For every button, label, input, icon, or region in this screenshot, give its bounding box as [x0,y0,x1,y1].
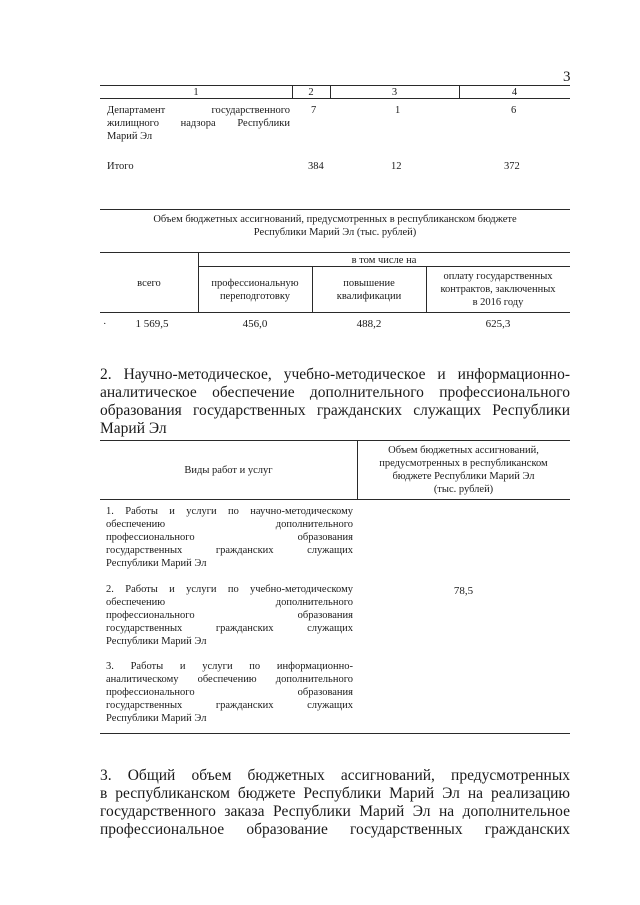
table1-total-value: 372 [504,161,520,172]
table2-value-total: 1 569,5 [135,318,169,330]
table1-row-value: 1 [395,105,401,116]
table2-group-label: в том числе на [351,255,417,266]
table2-value-contracts: 625,3 [485,318,511,330]
table2-row-mark: · [103,319,107,330]
section3-paragraph: 3. Общий объем бюджетных ассигнований, предусмотренных в республиканском бюджете Республики Марий Эл на реализацию государственного заказа Республики Марий Эл на дополнительное профессиональное образование государственных гражданских [100,767,570,838]
table1-total-value: 12 [391,161,402,172]
table3-col-budget: Объем бюджетных ассигнований, предусмотренных в республиканском бюджете Республики Марий Эл (тыс. рублей) [379,445,548,495]
table1-row-name: Департамент государственного жилищного надзора Республики Марий Эл [107,105,290,142]
table2-value-retraining: 456,0 [242,318,268,330]
table1-total-value: 384 [308,161,324,172]
table2-value-qualification: 488,2 [356,318,382,330]
table2-col-retraining: профессиональную переподготовку [211,278,299,302]
section2-heading: 2. Научно-методическое, учебно-методическое и информационно- аналитическое обеспечение дополнительного профессионального образования государственных гражданских служащих Республики Марий Эл [100,366,570,437]
table3-value: 78,5 [453,585,474,597]
table2-header: Объем бюджетных ассигнований, предусмотренных в республиканском бюджете Республики Марий Эл (тыс. рублей) [153,214,517,238]
table1-row-value: 7 [311,105,317,116]
table2-col-contracts: оплату государственных контрактов, заключенных в 2016 году [440,271,556,308]
table3-item: 1. Работы и услуги по научно-методическому обеспечению дополнительного профессионального образования государственных гражданских служащих Республики Марий Эл [106,506,353,569]
table1-colnum-2: 2 [308,87,314,98]
table1-colnum-3: 3 [391,87,398,98]
table1-colnum-4: 4 [511,87,518,98]
table1-total-label: Итого [107,161,134,172]
table3-item: 3. Работы и услуги по информационно- аналитическому обеспечению дополнительного профессионального образования государственных гражданских служащих Республики Марий Эл [106,661,353,724]
table2-col-qualification: повышение квалификации [336,278,402,302]
page-number: 3 [563,69,571,85]
table1-row-value: 6 [511,105,517,116]
table2-col-total: всего [137,278,161,289]
table1-colnum-1: 1 [193,87,199,98]
table3-item: 2. Работы и услуги по учебно-методическому обеспечению дополнительного профессионального образования государственных гражданских служащих Республики Марий Эл [106,584,353,647]
table3-col-works: Виды работ и услуг [184,465,273,476]
